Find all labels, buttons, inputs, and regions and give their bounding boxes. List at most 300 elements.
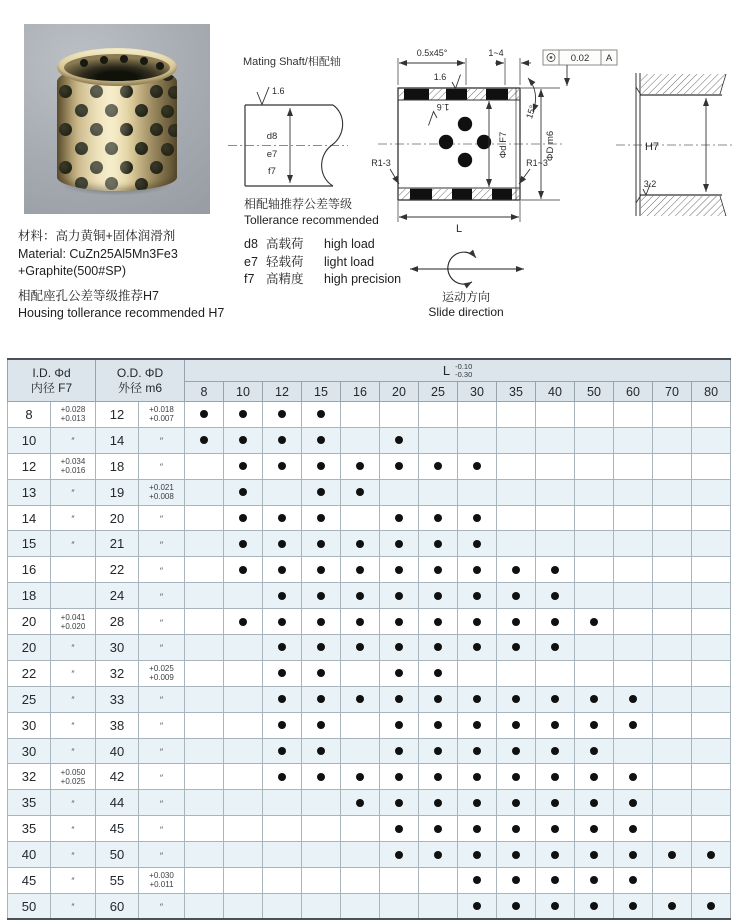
size-cell (185, 893, 224, 919)
length-col-header: 35 (497, 382, 536, 402)
size-cell (497, 505, 536, 531)
size-cell (653, 427, 692, 453)
od-cell: 14 (96, 427, 139, 453)
size-cell (341, 402, 380, 428)
size-cell (575, 427, 614, 453)
size-cell (185, 660, 224, 686)
size-cell (224, 893, 263, 919)
size-cell (302, 686, 341, 712)
availability-dot (356, 643, 364, 651)
size-cell (263, 479, 302, 505)
od-cell: 38 (96, 712, 139, 738)
housing-drawing (616, 73, 734, 216)
length-col-header: 12 (263, 382, 302, 402)
size-cell (419, 583, 458, 609)
size-cell (185, 402, 224, 428)
size-cell (692, 531, 731, 557)
size-cell (224, 816, 263, 842)
availability-dot (317, 488, 325, 496)
od-cell: 42 (96, 764, 139, 790)
id-tol-cell (51, 557, 96, 583)
availability-dot (395, 592, 403, 600)
availability-dot (239, 410, 247, 418)
od-tol-cell: ″ (139, 816, 185, 842)
availability-dot (239, 618, 247, 626)
table-row (8, 660, 731, 686)
table-row (8, 609, 731, 635)
availability-dot (551, 721, 559, 729)
size-cell (536, 453, 575, 479)
size-cell (497, 816, 536, 842)
availability-dot (434, 566, 442, 574)
availability-dot (317, 566, 325, 574)
material-en: Material: CuZn25Al5Mn3Fe3 (18, 246, 178, 261)
size-cell (224, 790, 263, 816)
size-cell (185, 764, 224, 790)
size-cell (536, 531, 575, 557)
size-cell (458, 427, 497, 453)
availability-dot (629, 721, 637, 729)
availability-dot (434, 747, 442, 755)
availability-dot (395, 799, 403, 807)
availability-dot (551, 618, 559, 626)
size-cell (692, 479, 731, 505)
id-cell: 50 (8, 893, 51, 919)
length-label: L (442, 363, 451, 378)
id-tol-cell: ″ (51, 816, 96, 842)
table-row (8, 505, 731, 531)
size-cell (419, 842, 458, 868)
size-cell (263, 531, 302, 557)
availability-dot (512, 695, 520, 703)
technical-drawing (225, 40, 738, 330)
availability-dot (278, 514, 286, 522)
availability-dot (590, 695, 598, 703)
size-cell (419, 505, 458, 531)
size-cell (419, 686, 458, 712)
availability-dot (317, 695, 325, 703)
id-cell: 22 (8, 660, 51, 686)
size-cell (536, 557, 575, 583)
surface-finish-icon (257, 87, 269, 105)
size-cell (263, 427, 302, 453)
size-cell (653, 635, 692, 661)
size-cell (263, 868, 302, 894)
length-col-header: 8 (185, 382, 224, 402)
size-cell (263, 816, 302, 842)
outer-finish-label: 1.6 (433, 72, 447, 82)
housing-finish-label: 3.2 (643, 179, 657, 189)
size-cell (341, 738, 380, 764)
od-cell: 55 (96, 868, 139, 894)
availability-dot (668, 851, 676, 859)
availability-dot (317, 514, 325, 522)
size-cell (419, 764, 458, 790)
size-cell (497, 712, 536, 738)
plug-sections (404, 89, 512, 200)
availability-dot (317, 721, 325, 729)
material-en2: +Graphite(500#SP) (18, 264, 127, 278)
size-cell (263, 583, 302, 609)
size-cell (419, 453, 458, 479)
size-cell (614, 479, 653, 505)
size-cell (575, 453, 614, 479)
availability-dot (395, 721, 403, 729)
availability-dot (278, 592, 286, 600)
size-cell (302, 893, 341, 919)
availability-dot (434, 592, 442, 600)
availability-dot (707, 902, 715, 910)
size-cell (263, 686, 302, 712)
size-table (7, 358, 731, 920)
size-cell (536, 790, 575, 816)
size-cell (341, 635, 380, 661)
id-tol-cell: ″ (51, 868, 96, 894)
size-cell (302, 609, 341, 635)
id-cell: 30 (8, 738, 51, 764)
size-cell (653, 479, 692, 505)
availability-dot (317, 669, 325, 677)
size-cell (497, 868, 536, 894)
availability-dot (512, 902, 520, 910)
size-cell (653, 790, 692, 816)
size-cell (263, 893, 302, 919)
size-cell (692, 402, 731, 428)
size-cell (575, 686, 614, 712)
size-cell (185, 635, 224, 661)
fit-e7-label: e7 (266, 149, 278, 160)
availability-dot (512, 773, 520, 781)
availability-dot (317, 436, 325, 444)
size-cell (224, 842, 263, 868)
availability-dot (473, 695, 481, 703)
table-row (8, 764, 731, 790)
length-dim-label: L (455, 223, 463, 235)
size-cell (341, 764, 380, 790)
size-cell (536, 816, 575, 842)
availability-dot (551, 747, 559, 755)
availability-dot (473, 592, 481, 600)
availability-dot (629, 799, 637, 807)
availability-dot (512, 643, 520, 651)
table-row (8, 531, 731, 557)
size-cell (302, 816, 341, 842)
table-row (8, 402, 731, 428)
table-row (8, 583, 731, 609)
id-cell: 8 (8, 402, 51, 428)
bushing-image (57, 48, 177, 192)
length-col-header: 20 (380, 382, 419, 402)
size-cell (575, 764, 614, 790)
availability-dot (278, 436, 286, 444)
size-cell (653, 868, 692, 894)
size-cell (653, 505, 692, 531)
availability-dot (551, 799, 559, 807)
size-cell (380, 505, 419, 531)
availability-dot (278, 618, 286, 626)
size-cell (653, 531, 692, 557)
od-tol-cell: ″ (139, 583, 185, 609)
size-cell (458, 816, 497, 842)
shaft-rec-cn: 相配轴推荐公差等级 (244, 197, 353, 211)
id-cell: 14 (8, 505, 51, 531)
length-col-header: 25 (419, 382, 458, 402)
availability-dot (395, 851, 403, 859)
size-cell (536, 609, 575, 635)
size-cell (614, 790, 653, 816)
size-cell (302, 712, 341, 738)
size-cell (380, 712, 419, 738)
size-cell (380, 686, 419, 712)
size-cell (575, 660, 614, 686)
size-cell (185, 790, 224, 816)
availability-dot (317, 643, 325, 651)
od-tol-cell: ″ (139, 842, 185, 868)
availability-dot (239, 566, 247, 574)
size-cell (692, 427, 731, 453)
size-cell (575, 635, 614, 661)
od-cell: 40 (96, 738, 139, 764)
size-cell (497, 583, 536, 609)
id-tol-cell (51, 583, 96, 609)
availability-dot (551, 592, 559, 600)
availability-dot (629, 851, 637, 859)
id-cell: 20 (8, 635, 51, 661)
size-cell (575, 712, 614, 738)
size-cell (458, 609, 497, 635)
availability-dot (356, 695, 364, 703)
availability-dot (434, 773, 442, 781)
size-cell (458, 893, 497, 919)
material-cn: 材料：高力黄铜+固体润滑剂 (18, 229, 176, 243)
length-col-header: 40 (536, 382, 575, 402)
housing-fit-label: H7 (644, 141, 660, 153)
availability-dot (434, 643, 442, 651)
size-cell (575, 557, 614, 583)
size-cell (458, 660, 497, 686)
availability-dot (356, 618, 364, 626)
availability-dot (317, 618, 325, 626)
size-cell (419, 738, 458, 764)
size-cell (380, 635, 419, 661)
od-tol-cell: ″ (139, 790, 185, 816)
size-cell (692, 635, 731, 661)
size-cell (653, 402, 692, 428)
availability-dot (356, 462, 364, 470)
od-tol-cell: +0.030 +0.011 (139, 868, 185, 894)
id-tol-cell: +0.028 +0.013 (51, 402, 96, 428)
size-cell (341, 816, 380, 842)
od-tol-cell: ″ (139, 453, 185, 479)
size-cell (302, 842, 341, 868)
size-cell (224, 531, 263, 557)
availability-dot (278, 643, 286, 651)
size-cell (497, 764, 536, 790)
length-group-header (185, 359, 731, 382)
availability-dot (278, 721, 286, 729)
length-col-header: 16 (341, 382, 380, 402)
size-cell (185, 842, 224, 868)
availability-dot (434, 618, 442, 626)
size-cell (224, 868, 263, 894)
size-cell (614, 842, 653, 868)
availability-dot (473, 876, 481, 884)
size-cell (692, 868, 731, 894)
grade-line: d8 高载荷 high load (244, 237, 375, 251)
size-cell (692, 505, 731, 531)
size-cell (302, 557, 341, 583)
size-cell (419, 712, 458, 738)
size-cell (575, 790, 614, 816)
id-tol-cell: ″ (51, 660, 96, 686)
id-cell: 10 (8, 427, 51, 453)
id-cell: 30 (8, 712, 51, 738)
availability-dot (317, 410, 325, 418)
availability-dot (512, 876, 520, 884)
size-cell (653, 557, 692, 583)
size-cell (536, 842, 575, 868)
od-tol-cell: ″ (139, 531, 185, 557)
size-cell (302, 660, 341, 686)
size-cell (185, 505, 224, 531)
size-cell (185, 531, 224, 557)
shaft-finish-label: 1.6 (272, 86, 285, 96)
availability-dot (278, 566, 286, 574)
od-cell: 18 (96, 453, 139, 479)
size-cell (263, 842, 302, 868)
size-cell (536, 660, 575, 686)
size-cell (458, 790, 497, 816)
length-col-header: 30 (458, 382, 497, 402)
chamfer-label: 0.5x45° (416, 48, 448, 58)
table-row (8, 479, 731, 505)
availability-dot (395, 462, 403, 470)
availability-dot (395, 643, 403, 651)
availability-dot (473, 643, 481, 651)
plug-edge-label: 1~4 (488, 48, 504, 58)
fit-d8-label: d8 (266, 131, 278, 142)
size-cell (653, 764, 692, 790)
size-cell (419, 427, 458, 453)
size-cell (692, 660, 731, 686)
table-row (8, 738, 731, 764)
size-cell (653, 453, 692, 479)
availability-dot (200, 410, 208, 418)
size-cell (458, 402, 497, 428)
od-column-header: O.D. ΦD 外径 m6 (96, 359, 185, 402)
id-cell: 13 (8, 479, 51, 505)
size-cell (497, 893, 536, 919)
surface-finish-icon-inverted (429, 112, 438, 126)
availability-dot (551, 773, 559, 781)
size-cell (653, 712, 692, 738)
size-cell (653, 893, 692, 919)
grade-line: f7 高精度 high precision (244, 272, 402, 286)
od-cell: 19 (96, 479, 139, 505)
id-tol-cell: ″ (51, 790, 96, 816)
size-cell (458, 764, 497, 790)
size-cell (614, 738, 653, 764)
size-cell (341, 842, 380, 868)
size-cell (224, 686, 263, 712)
table-row (8, 557, 731, 583)
size-cell (692, 738, 731, 764)
bushing-top-rim (57, 48, 177, 86)
mating-shaft-title: Mating Shaft/相配轴 (243, 56, 341, 68)
id-tol-cell: +0.041 +0.020 (51, 609, 96, 635)
availability-dot (551, 825, 559, 833)
availability-dot (590, 851, 598, 859)
table-row (8, 712, 731, 738)
availability-dot (590, 773, 598, 781)
size-cell (497, 686, 536, 712)
size-cell (614, 893, 653, 919)
material-block (18, 228, 224, 323)
od-cell: 21 (96, 531, 139, 557)
size-cell (380, 816, 419, 842)
availability-dot (590, 825, 598, 833)
size-cell (419, 893, 458, 919)
availability-dot (473, 851, 481, 859)
size-cell (341, 505, 380, 531)
size-cell (536, 505, 575, 531)
availability-dot (434, 825, 442, 833)
availability-dot (551, 876, 559, 884)
size-cell (536, 427, 575, 453)
size-cell (614, 427, 653, 453)
availability-dot (473, 540, 481, 548)
od-cell: 28 (96, 609, 139, 635)
radius-left-label: R1-3 (371, 158, 391, 168)
id-tol-cell: ″ (51, 427, 96, 453)
id-tol-cell: ″ (51, 479, 96, 505)
size-cell (614, 764, 653, 790)
size-cell (536, 893, 575, 919)
od-tol-cell: ″ (139, 686, 185, 712)
size-cell (692, 790, 731, 816)
availability-dot (317, 592, 325, 600)
size-cell (380, 842, 419, 868)
availability-dot (395, 669, 403, 677)
table-row (8, 816, 731, 842)
size-cell (380, 427, 419, 453)
table-row (8, 686, 731, 712)
size-cell (302, 790, 341, 816)
length-col-header: 50 (575, 382, 614, 402)
size-cell (185, 738, 224, 764)
id-cell: 15 (8, 531, 51, 557)
size-cell (380, 609, 419, 635)
id-cell: 45 (8, 868, 51, 894)
size-cell (185, 453, 224, 479)
size-cell (380, 790, 419, 816)
availability-dot (512, 566, 520, 574)
od-cell: 44 (96, 790, 139, 816)
size-cell (575, 479, 614, 505)
od-cell: 33 (96, 686, 139, 712)
availability-dot (278, 773, 286, 781)
availability-dot (434, 851, 442, 859)
size-cell (497, 531, 536, 557)
size-cell (302, 531, 341, 557)
size-cell (341, 583, 380, 609)
table-row (8, 842, 731, 868)
size-cell (302, 868, 341, 894)
size-cell (575, 402, 614, 428)
availability-dot (668, 902, 676, 910)
size-cell (263, 738, 302, 764)
size-cell (536, 583, 575, 609)
